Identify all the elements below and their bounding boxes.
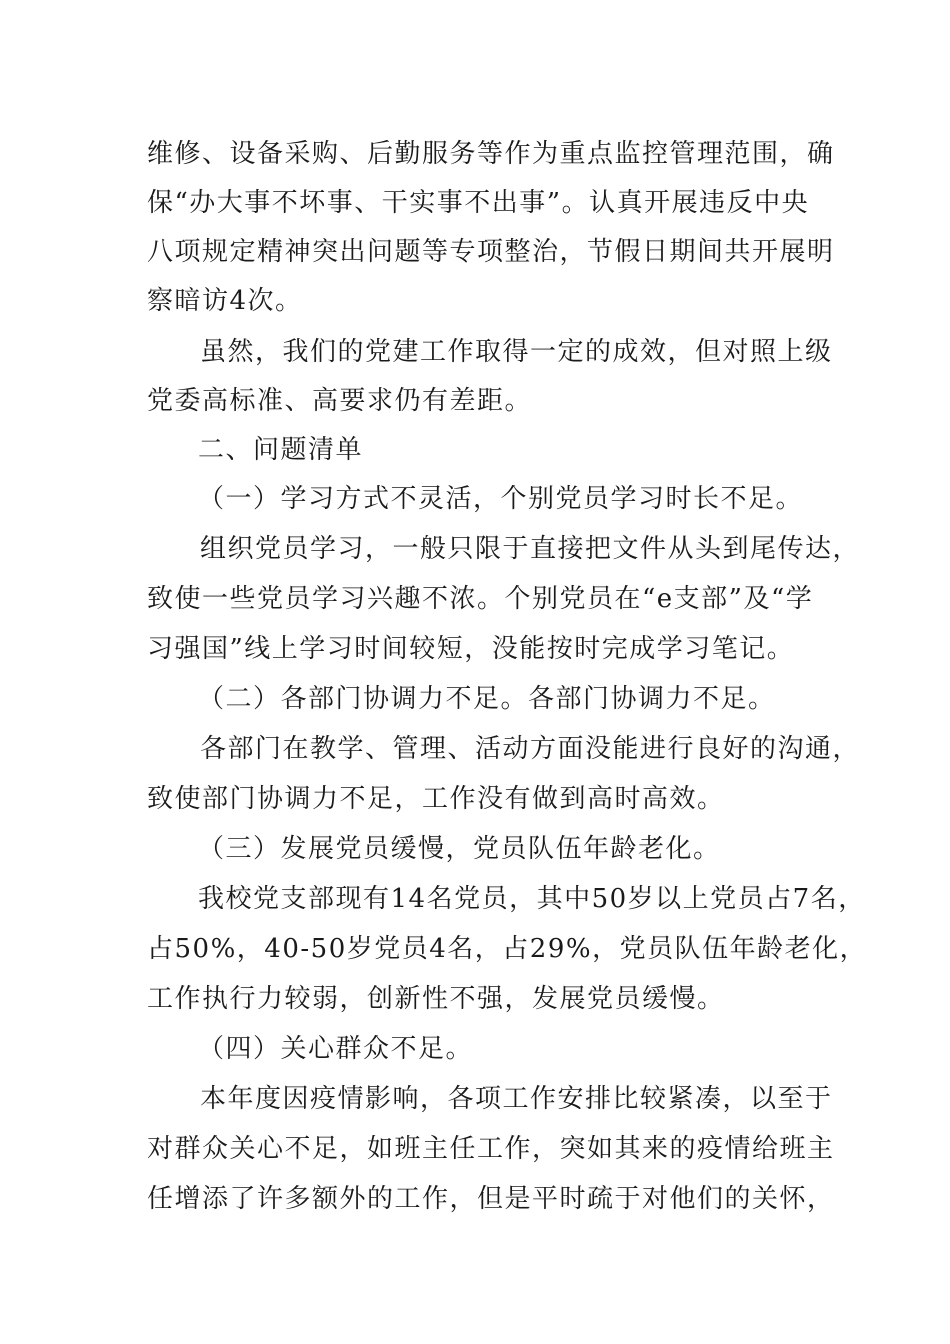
- paragraph-line: 党委高标准、高要求仍有差距。: [147, 386, 533, 416]
- paragraph-line: 本年度因疫情影响，各项工作安排比较紧凑，以至于: [200, 1084, 833, 1114]
- subsection-heading: （四）关心群众不足。: [198, 1034, 474, 1064]
- paragraph-line: 占50%，40-50岁党员4名，占29%，党员队伍年龄老化，: [147, 934, 868, 964]
- paragraph-line: 致使部门协调力不足，工作没有做到高时高效。: [147, 784, 725, 814]
- paragraph-line: 察暗访4次。: [147, 286, 303, 316]
- paragraph-line: 工作执行力较弱，创新性不强，发展党员缓慢。: [147, 984, 725, 1014]
- paragraph-line: 八项规定精神突出问题等专项整治，节假日期间共开展明: [147, 237, 835, 267]
- paragraph-line: 虽然，我们的党建工作取得一定的成效，但对照上级: [200, 337, 833, 367]
- paragraph-line: 组织党员学习，一般只限于直接把文件从头到尾传达，: [200, 534, 861, 564]
- paragraph-line: 维修、设备采购、后勤服务等作为重点监控管理范围，确: [147, 139, 835, 169]
- paragraph-line: 任增添了许多额外的工作，但是平时疏于对他们的关怀，: [147, 1184, 835, 1214]
- paragraph-line: 各部门在教学、管理、活动方面没能进行良好的沟通，: [200, 734, 861, 764]
- paragraph-line: 我校党支部现有14名党员，其中50岁以上党员占7名，: [198, 884, 866, 914]
- paragraph-line: 保“办大事不坏事、干实事不出事”。认真开展违反中央: [147, 188, 810, 218]
- subsection-heading: （二）各部门协调力不足。各部门协调力不足。: [198, 684, 776, 714]
- section-heading: 二、问题清单: [198, 435, 364, 465]
- subsection-heading: （三）发展党员缓慢，党员队伍年龄老化。: [198, 834, 721, 864]
- paragraph-line: 致使一些党员学习兴趣不浓。个别党员在“e支部”及“学: [147, 584, 814, 614]
- subsection-heading: （一）学习方式不灵活，个别党员学习时长不足。: [198, 484, 804, 514]
- paragraph-line: 习强国”线上学习时间较短，没能按时完成学习笔记。: [147, 634, 795, 664]
- paragraph-line: 对群众关心不足，如班主任工作，突如其来的疫情给班主: [147, 1134, 835, 1164]
